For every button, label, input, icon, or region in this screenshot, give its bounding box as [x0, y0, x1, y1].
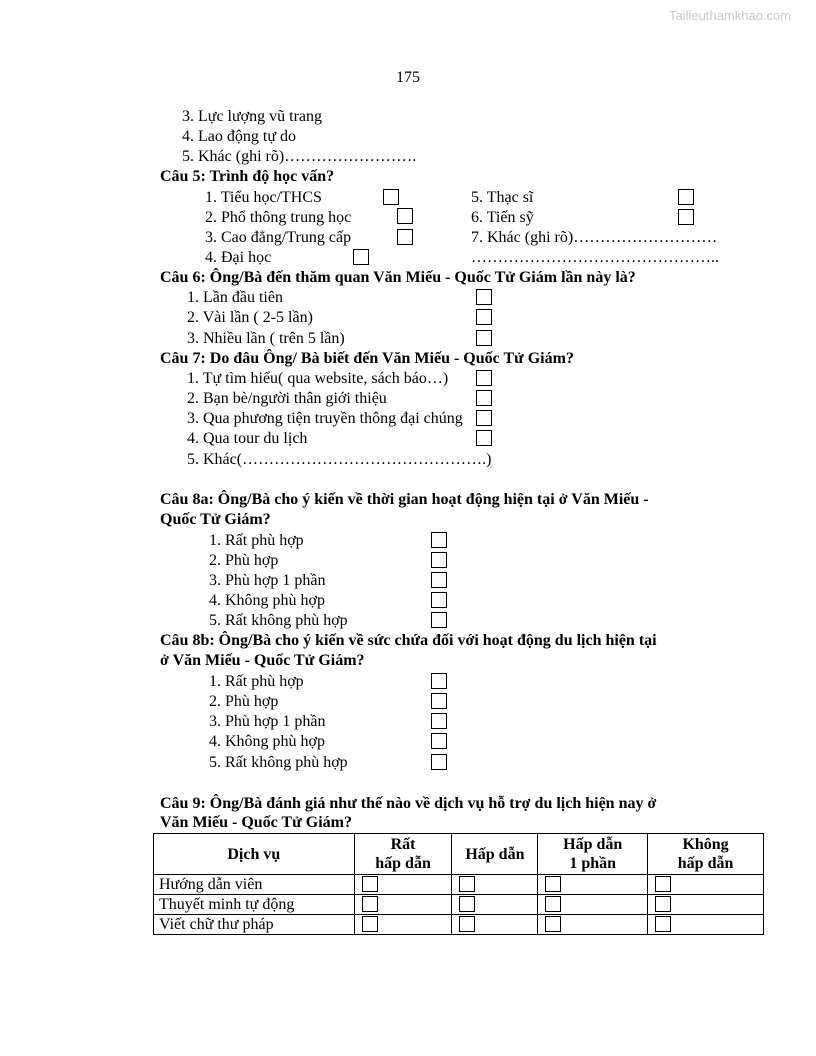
cell: [354, 895, 452, 915]
q8a-checkbox-3[interactable]: [431, 572, 447, 588]
q8a-checkbox-2[interactable]: [431, 552, 447, 568]
header-not-line1: Không: [682, 836, 729, 853]
q5-checkbox-5[interactable]: [678, 189, 694, 205]
q8a-option-5: 5. Rất không phù hợp: [209, 612, 348, 629]
q5-checkbox-2[interactable]: [397, 208, 413, 224]
q8a-checkbox-4[interactable]: [431, 592, 447, 608]
q7-checkbox-2[interactable]: [476, 390, 492, 406]
guide-partly-checkbox[interactable]: [545, 876, 561, 892]
q8b-title-line2: ở Văn Miếu - Quốc Tử Giám?: [160, 652, 365, 669]
cell: [452, 895, 538, 915]
cell: [354, 875, 452, 895]
calligraphy-attractive-checkbox[interactable]: [459, 916, 475, 932]
q8b-title-line1: Câu 8b: Ông/Bà cho ý kiến về sức chứa đối với hoạt động du lịch hiện tại: [160, 632, 657, 649]
q7-checkbox-4[interactable]: [476, 430, 492, 446]
q5-checkbox-3[interactable]: [397, 229, 413, 245]
cell: [648, 895, 764, 915]
calligraphy-not-attractive-checkbox[interactable]: [655, 916, 671, 932]
q6-option-1: 1. Lần đầu tiên: [187, 289, 283, 306]
calligraphy-partly-checkbox[interactable]: [545, 916, 561, 932]
q8b-checkbox-3[interactable]: [431, 713, 447, 729]
header-very-attractive-line2: hấp dẫn: [375, 855, 431, 872]
option-freelance: 4. Lao động tự do: [182, 128, 296, 145]
audio-partly-checkbox[interactable]: [545, 896, 561, 912]
header-partly-line2: 1 phần: [569, 855, 617, 872]
q7-option-5: 5. Khác(……………………………………….): [187, 451, 492, 468]
q8b-checkbox-4[interactable]: [431, 733, 447, 749]
q8a-option-2: 2. Phù hợp: [209, 552, 279, 569]
q8b-option-1: 1. Rất phù hợp: [209, 673, 304, 690]
q8b-checkbox-1[interactable]: [431, 673, 447, 689]
row-label-calligraphy: Viết chữ thư pháp: [154, 915, 355, 935]
q8a-option-3: 3. Phù hợp 1 phần: [209, 572, 326, 589]
q8b-option-5: 5. Rất không phù hợp: [209, 754, 348, 771]
cell: [538, 895, 648, 915]
cell: [538, 915, 648, 935]
q5-option-4: 4. Đại học: [205, 249, 272, 266]
option-other-occupation: 5. Khác (ghi rõ)…………………….: [182, 148, 417, 165]
audio-not-attractive-checkbox[interactable]: [655, 896, 671, 912]
guide-not-attractive-checkbox[interactable]: [655, 876, 671, 892]
header-service-label: Dịch vụ: [227, 845, 281, 863]
q5-option-2: 2. Phổ thông trung học: [205, 209, 352, 226]
q5-option-5: 5. Thạc sĩ: [471, 189, 534, 206]
table-header-row: [154, 834, 764, 875]
q8b-checkbox-2[interactable]: [431, 693, 447, 709]
q7-option-1: 1. Tự tìm hiểu( qua website, sách báo…): [187, 370, 449, 387]
cell: [538, 875, 648, 895]
q9-title-line1: Câu 9: Ông/Bà đánh giá như thế nào về dịch vụ hỗ trợ du lịch hiện nay ở: [160, 795, 657, 812]
q8a-option-1: 1. Rất phù hợp: [209, 532, 304, 549]
table-row: [154, 915, 764, 935]
audio-attractive-checkbox[interactable]: [459, 896, 475, 912]
cell: [648, 875, 764, 895]
row-label-audio-guide: Thuyết minh tự động: [154, 895, 355, 915]
q8b-option-3: 3. Phù hợp 1 phần: [209, 713, 326, 730]
q8a-title-line1: Câu 8a: Ông/Bà cho ý kiến về thời gian hoạt động hiện tại ở Văn Miếu -: [160, 491, 649, 508]
cell: [354, 915, 452, 935]
q5-checkbox-1[interactable]: [383, 189, 399, 205]
cell: [648, 915, 764, 935]
q8a-checkbox-5[interactable]: [431, 612, 447, 628]
q9-title-line2: Văn Miếu - Quốc Tử Giám?: [160, 814, 352, 831]
q8b-option-2: 2. Phù hợp: [209, 693, 279, 710]
q6-checkbox-1[interactable]: [476, 289, 492, 305]
q8b-option-4: 4. Không phù hợp: [209, 733, 326, 750]
q5-option-7: 7. Khác (ghi rõ)………………………: [471, 229, 718, 246]
guide-attractive-checkbox[interactable]: [459, 876, 475, 892]
header-attractive: [452, 834, 538, 875]
q6-option-2: 2. Vài lần ( 2-5 lần): [187, 309, 313, 326]
cell: [452, 915, 538, 935]
q5-option-3: 3. Cao đẳng/Trung cấp: [205, 229, 352, 246]
q5-option-6: 6. Tiến sỹ: [471, 209, 534, 226]
guide-very-attractive-checkbox[interactable]: [362, 876, 378, 892]
header-service: [154, 834, 355, 875]
q7-title: Câu 7: Do đâu Ông/ Bà biết đến Văn Miếu - Quốc Tử Giám?: [160, 350, 574, 367]
header-not-line2: hấp dẫn: [677, 855, 734, 872]
q8a-checkbox-1[interactable]: [431, 532, 447, 548]
row-label-guide: Hướng dẫn viên: [154, 875, 355, 895]
header-very-attractive-line1: Rất: [390, 836, 416, 853]
q8a-option-4: 4. Không phù hợp: [209, 592, 326, 609]
table-row: [154, 895, 764, 915]
q7-checkbox-3[interactable]: [476, 410, 492, 426]
q6-checkbox-3[interactable]: [476, 330, 492, 346]
cell: [452, 875, 538, 895]
q5-option-7-continuation: ………………………………………..: [471, 249, 719, 266]
q7-option-4: 4. Qua tour du lịch: [187, 430, 308, 447]
q6-option-3: 3. Nhiều lần ( trên 5 lần): [187, 330, 345, 347]
header-partly-attractive: [538, 834, 648, 875]
q5-checkbox-6[interactable]: [678, 209, 694, 225]
option-armed-forces: 3. Lực lượng vũ trang: [182, 108, 322, 125]
q5-option-1: 1. Tiểu học/THCS: [205, 189, 322, 206]
q6-checkbox-2[interactable]: [476, 309, 492, 325]
page-number: 175: [396, 69, 420, 86]
q8a-title-line2: Quốc Tử Giám?: [160, 511, 271, 528]
header-very-attractive: [354, 834, 452, 875]
q7-option-3: 3. Qua phương tiện truyền thông đại chúng: [187, 410, 463, 427]
q5-checkbox-4[interactable]: [353, 249, 369, 265]
q8b-checkbox-5[interactable]: [431, 754, 447, 770]
q5-title: Câu 5: Trình độ học vấn?: [160, 168, 335, 185]
q6-title: Câu 6: Ông/Bà đến thăm quan Văn Miếu - Quốc Tử Giám lần này là?: [160, 269, 636, 286]
header-partly-line1: Hấp dẫn: [563, 836, 623, 853]
table-row: [154, 875, 764, 895]
watermark: Tailieuthamkhao.com: [669, 8, 792, 23]
header-not-attractive: [648, 834, 764, 875]
header-attractive-label: Hấp dẫn: [465, 845, 525, 863]
calligraphy-very-attractive-checkbox[interactable]: [362, 916, 378, 932]
q9-service-table: [153, 833, 764, 935]
q7-checkbox-1[interactable]: [476, 370, 492, 386]
q7-option-2: 2. Bạn bè/người thân giới thiệu: [187, 390, 387, 407]
audio-very-attractive-checkbox[interactable]: [362, 896, 378, 912]
